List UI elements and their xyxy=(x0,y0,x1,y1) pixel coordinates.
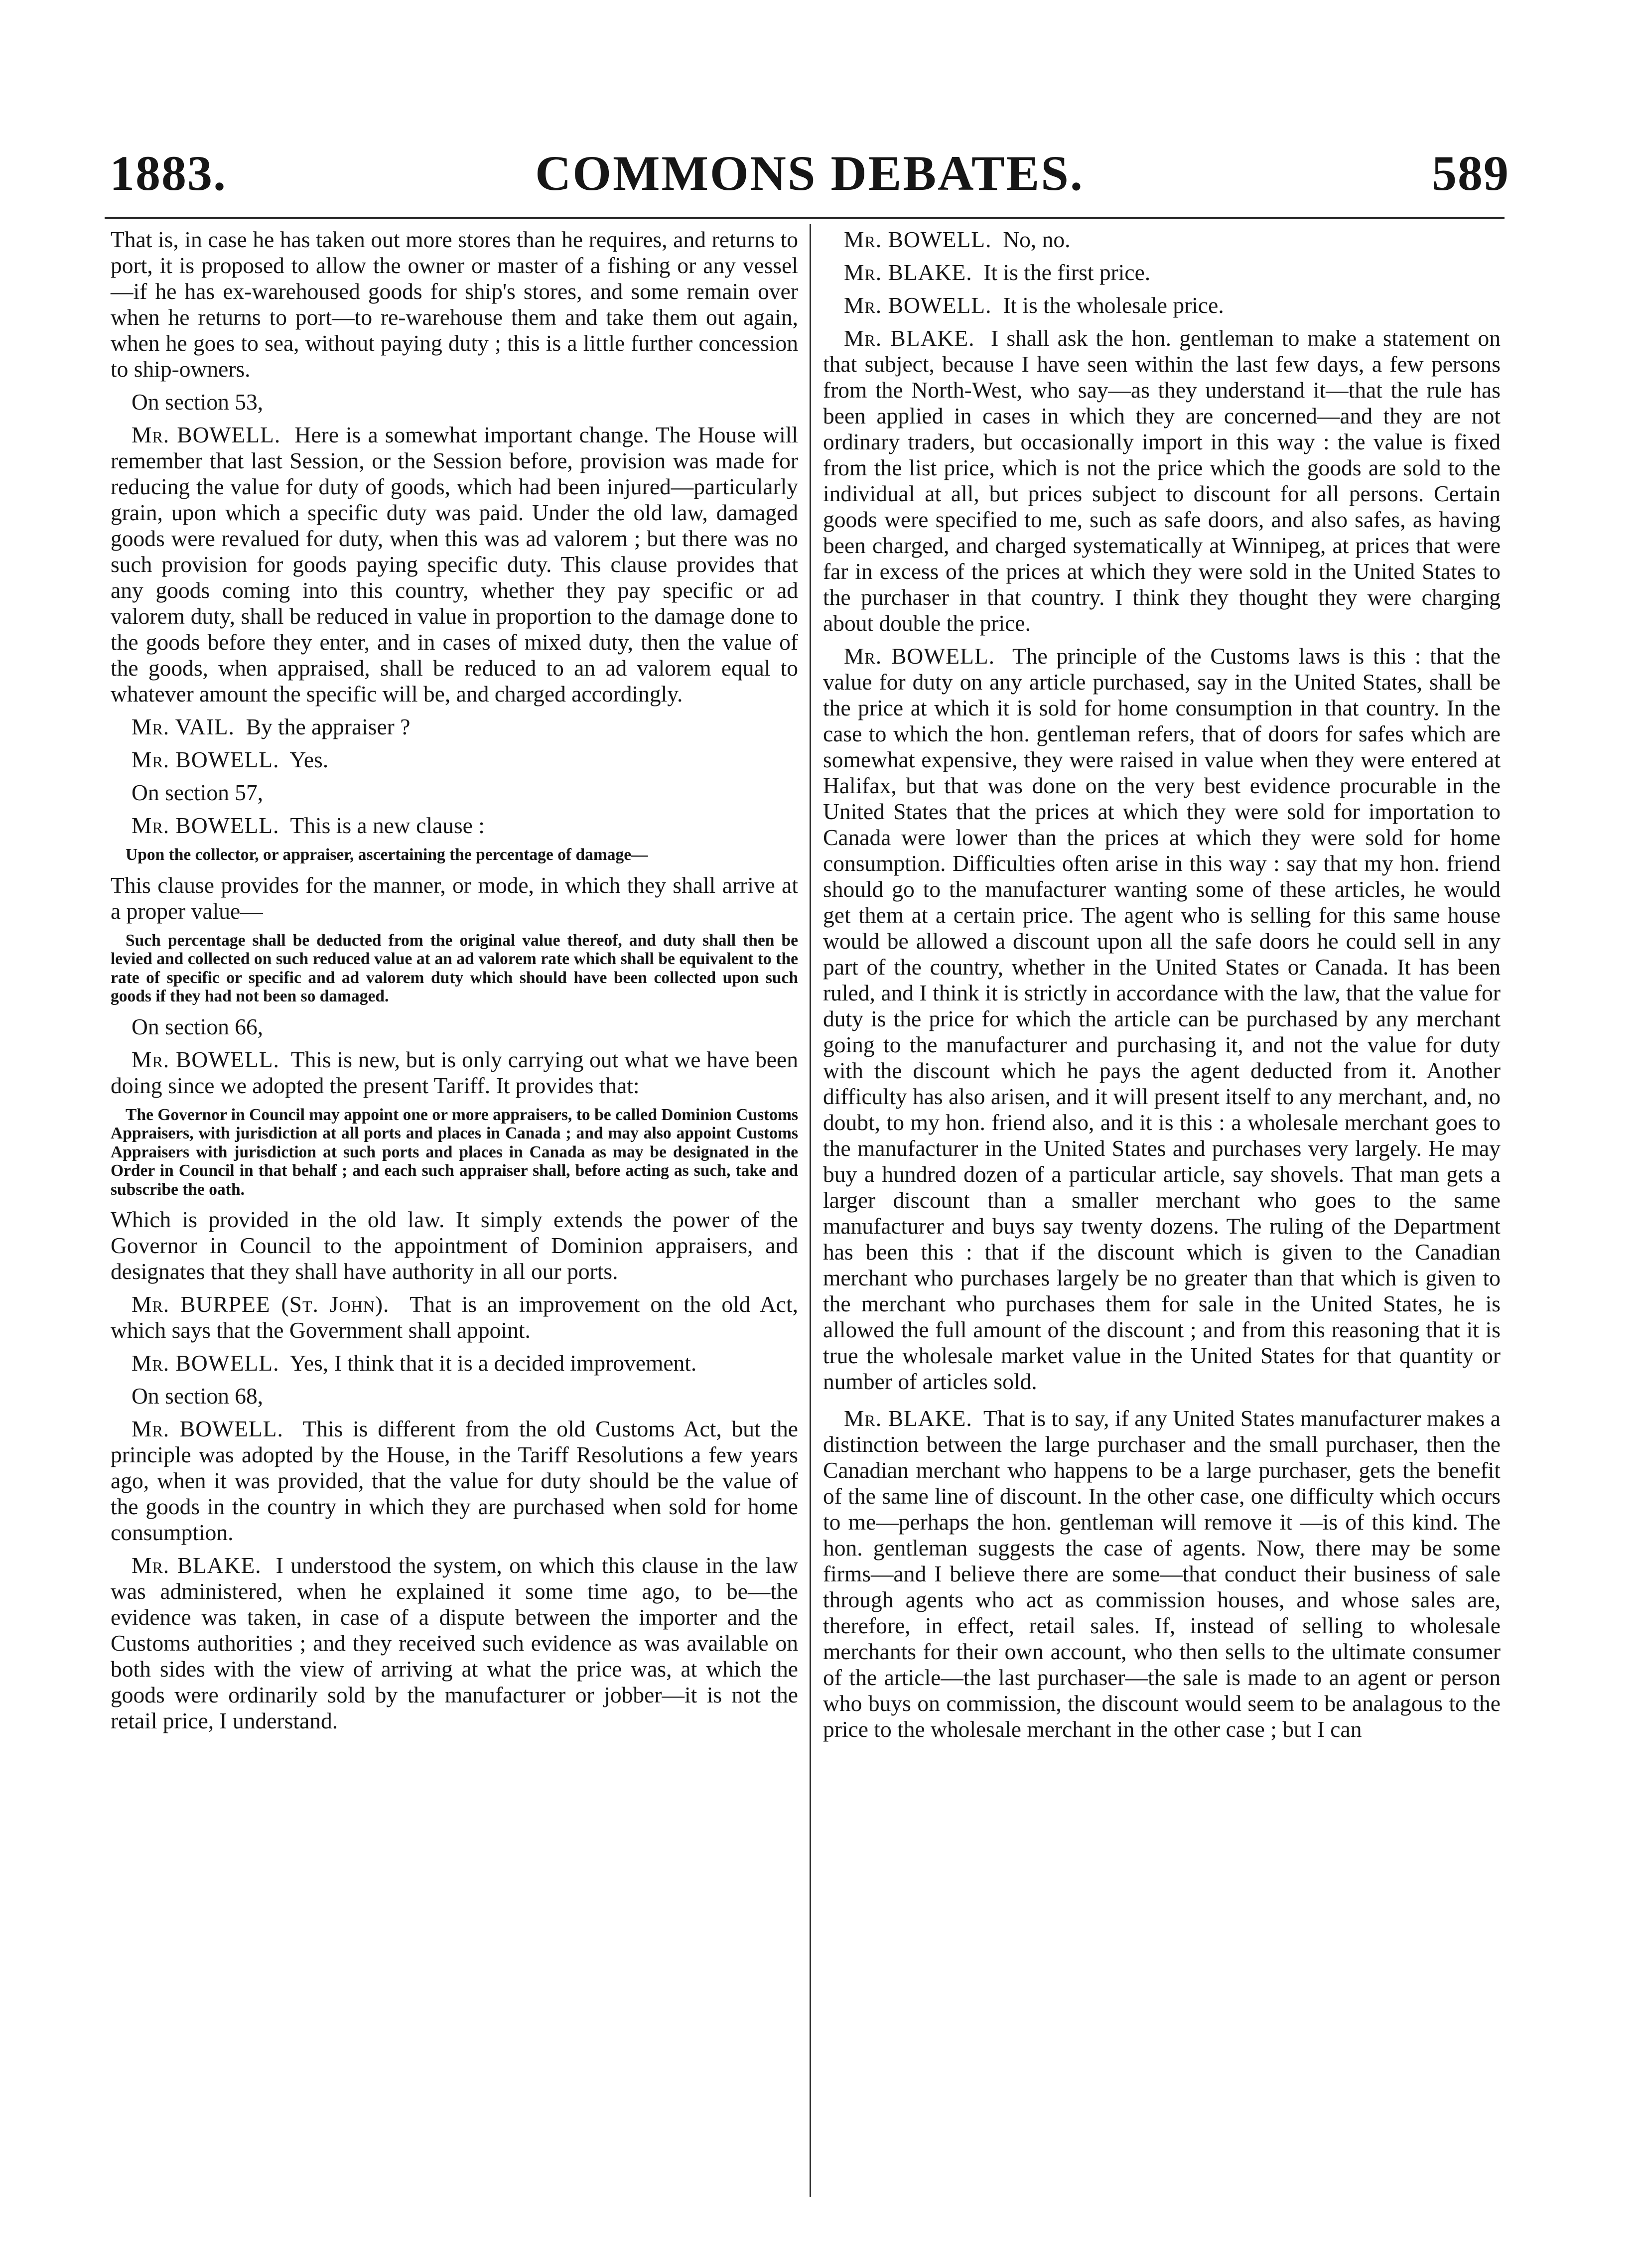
speech-text: This is a new clause : xyxy=(290,813,485,838)
quote-text: The Governor in Council may appoint one or more appraisers, to be called Dominion Customs Appraisers, with jurisdiction at all ports and places in Canada ; and may also appoint Customs Appraisers with jurisdiction at such ports and places in Canada as may be designated in the Order in Council in that behalf ; and each such appraiser shall, before acting as such, take and subscribe the oath. xyxy=(111,1105,798,1199)
paragraph-text: This clause provides for the manner, or mode, in which they shall arrive at a proper value— xyxy=(111,872,798,924)
quoted-clause xyxy=(111,846,798,864)
quoted-clause xyxy=(111,931,798,1006)
speech xyxy=(111,1291,798,1343)
speech-text: I shall ask the hon. gentleman to make a statement on that subject, because I have seen within the last few days, a few persons from the North-West, who say—as they understand it—that the rule has been applied in cases in which they are concerned—and they are not ordinary traders, but occasionally import in this way : the value is fixed from the list price, which is not the price which the goods are sold to the individual at all, but prices subject to discount for all persons. Certain goods were specified to me, such as safe doors, and also safes, as having been charged, and charged systematically at Winnipeg, at prices that were far in excess of the prices at which they were sold in the United States to the purchaser in that country. I think they thought they were charging about double the price. xyxy=(823,325,1501,636)
left-column xyxy=(111,227,798,1741)
speaker-name: Mr. BOWELL. xyxy=(132,1350,279,1376)
speaker-name: Mr. BURPEE (St. John). xyxy=(132,1291,390,1317)
speaker-name: Mr. BOWELL. xyxy=(132,1416,283,1441)
speech xyxy=(111,714,798,740)
paragraph-text: Which is provided in the old law. It simply extends the power of the Governor in Council to the appointment of Dominion appraisers, and designates that they shall have authority in all our ports. xyxy=(111,1207,798,1284)
speech xyxy=(823,292,1501,318)
speaker-name: Mr. VAIL. xyxy=(132,714,235,739)
section-heading xyxy=(111,389,798,415)
speech xyxy=(111,813,798,839)
header-rule xyxy=(105,217,1505,219)
header-title: COMMONS DEBATES. xyxy=(535,145,1084,201)
speaker-name: Mr. BOWELL. xyxy=(132,747,279,772)
speech xyxy=(111,1047,798,1099)
paragraph xyxy=(111,1207,798,1284)
column-divider xyxy=(810,224,811,2197)
speech-text: I understood the system, on which this clause in the law was administered, when he explained it some time ago, to be—the evidence was taken, in case of a dispute between the importer and the Customs authorities ; and they received such evidence as was available on both sides with the view of arriving at what the price was, at which the goods were ordinarily sold by the manufacturer or jobber—it is not the retail price, I understand. xyxy=(111,1553,798,1733)
paragraph-text: That is, in case he has taken out more stores than he requires, and returns to port, it is proposed to allow the owner or master of a fishing or any vessel—if he has ex-warehoused goods for ship's stores, and some remain over when he returns to port—to re-warehouse them and take them out again, when he goes to sea, without paying duty ; this is a little further concession to ship-owners. xyxy=(111,227,798,382)
section-text: On section 66, xyxy=(132,1013,264,1039)
speaker-name: Mr. BOWELL. xyxy=(844,227,992,252)
right-column xyxy=(823,227,1501,1749)
quote-text: Upon the collector, or appraiser, ascertaining the percentage of damage— xyxy=(126,846,648,864)
speech-text: No, no. xyxy=(1003,227,1071,252)
speaker-name: Mr. BOWELL. xyxy=(132,422,281,447)
paragraph xyxy=(111,227,798,382)
speech-text: That is to say, if any United States manufacturer makes a distinction between the large purchaser and the small purchaser, then the Canadian merchant who happens to be a large purchaser, gets the benefit of the same line of discount. In the other case, one difficulty which occurs to me—perhaps the hon. gentleman will remove it —is of this kind. The hon. gentleman suggests the case of agents. Now, there may be some firms—and I believe there are some—that conduct their business of sale through agents who act as commission houses, and whose sales are, therefore, in effect, retail sales. If, instead of selling to wholesale merchants for their own account, who then sells to the ultimate consumer of the article—the last purchaser—the sale is made to an agent or person who buys on commission, the discount would seem to be analagous to the price to the wholesale merchant in the other case ; but I can xyxy=(823,1406,1501,1742)
speech xyxy=(111,747,798,773)
section-heading xyxy=(111,1014,798,1040)
quote-text: Such percentage shall be deducted from the original value thereof, and duty shall then be levied and collected on such reduced value at an ad valorem rate which shall be equivalent to the rate of specific or specific and ad valorem duty which should have been collected upon such goods if they had not been so damaged. xyxy=(111,931,798,1005)
section-text: On section 57, xyxy=(132,780,264,805)
speech xyxy=(823,1406,1501,1742)
header-page-number: 589 xyxy=(1432,145,1509,201)
speech xyxy=(111,422,798,707)
speaker-name: Mr. BOWELL. xyxy=(132,813,279,838)
speech-text: It is the wholesale price. xyxy=(1003,292,1224,318)
speech-text: That is an improvement on the old Act, which says that the Government shall appoint. xyxy=(111,1291,798,1343)
speaker-name: Mr. BOWELL. xyxy=(844,643,995,669)
speech-text: By the appraiser ? xyxy=(246,714,411,739)
speech xyxy=(111,1350,798,1376)
speech-text: The principle of the Customs laws is this : that the value for duty on any article purchased, say in the United States, shall be the price at which it is sold for home consumption in that country. In the case to which the hon. gentleman refers, that of doors for safes which are somewhat expensive, they were raised in value when they were entered at Halifax, but that was done on the very best evidence procurable in the United States that the prices at which they were sold for importation to Canada were lower than the prices at which they were sold for home consumption. Difficulties often arise in this way : say that my hon. friend should go to the manufacturer wanting some of these articles, he would get them at a certain price. The agent who is selling for this same house would be allowed a discount upon all the safe doors he could sell in any part of the country, whether in the United States or Canada. It has been ruled, and I think it is strictly in accordance with the law, that the value for duty is the price for which the article can be purchased by any merchant going to the manufacturer and purchasing it, and not the value for duty with the discount which he pays the agent deducted from it. Another difficulty has also arisen, and it will present itself to any merchant, and, no doubt, to my hon. friend also, and it is this : a wholesale merchant goes to the manufacturer in the United States and purchases very largely. He may buy a hundred dozen of a particular article, say shovels. That man gets a larger discount than a smaller merchant who goes to the same manufacturer and buys say twenty dozens. The ruling of the Department has been this : that if the discount which is given to the Canadian merchant who purchases largely be no greater than that which is given to the merchant who purchases them for sale in the United States, he is allowed the full amount of the discount ; and from this reasoning that it is true the wholesale market value in the United States for that quantity or number of articles sold. xyxy=(823,643,1501,1394)
section-text: On section 53, xyxy=(132,389,264,415)
speech-text: Yes, I think that it is a decided improvement. xyxy=(289,1350,697,1376)
speaker-name: Mr. BOWELL. xyxy=(844,292,992,318)
header-year: 1883. xyxy=(110,145,227,201)
section-heading xyxy=(111,1383,798,1409)
speaker-name: Mr. BOWELL. xyxy=(132,1046,279,1072)
speech-text: Yes. xyxy=(289,747,329,772)
speech-text: It is the first price. xyxy=(983,260,1151,285)
speech xyxy=(823,643,1501,1395)
speaker-name: Mr. BLAKE. xyxy=(844,1406,972,1431)
speech-text: Here is a somewhat important change. The House will remember that last Session, or the Session before, provision was made for reducing the value for duty of goods, which had been injured—particularly grain, upon which a specific duty was paid. Under the old law, damaged goods were revalued for duty, when this was ad valorem ; but there was no such provision for goods paying specific duty. This clause provides that any goods coming into this country, whether they pay specific or ad valorem duty, shall be reduced in value in proportion to the damage done to the goods before they enter, and in cases of mixed duty, then the value of the goods, when appraised, shall be reduced to an ad valorem equal to whatever amount the specific will be, and charged accordingly. xyxy=(111,422,799,707)
speech xyxy=(111,1416,798,1546)
speech xyxy=(111,1553,798,1734)
quoted-clause xyxy=(111,1106,798,1199)
speech-text: This is new, but is only carrying out what we have been doing since we adopted the present Tariff. It provides that: xyxy=(111,1046,798,1098)
section-heading xyxy=(111,780,798,806)
speaker-name: Mr. BLAKE. xyxy=(132,1553,262,1578)
speaker-name: Mr. BLAKE. xyxy=(844,260,972,285)
speech xyxy=(823,325,1501,636)
speech xyxy=(823,260,1501,285)
speech xyxy=(823,227,1501,253)
speaker-name: Mr. BLAKE. xyxy=(844,325,975,351)
paragraph xyxy=(111,872,798,924)
page-header xyxy=(110,144,1509,199)
speech-text: This is different from the old Customs Act, but the principle was adopted by the House, in the Tariff Resolutions a few years ago, when it was provided, that the value for duty should be the value of the goods in the country in which they are purchased when sold for home consumption. xyxy=(111,1416,798,1545)
section-text: On section 68, xyxy=(132,1383,264,1409)
